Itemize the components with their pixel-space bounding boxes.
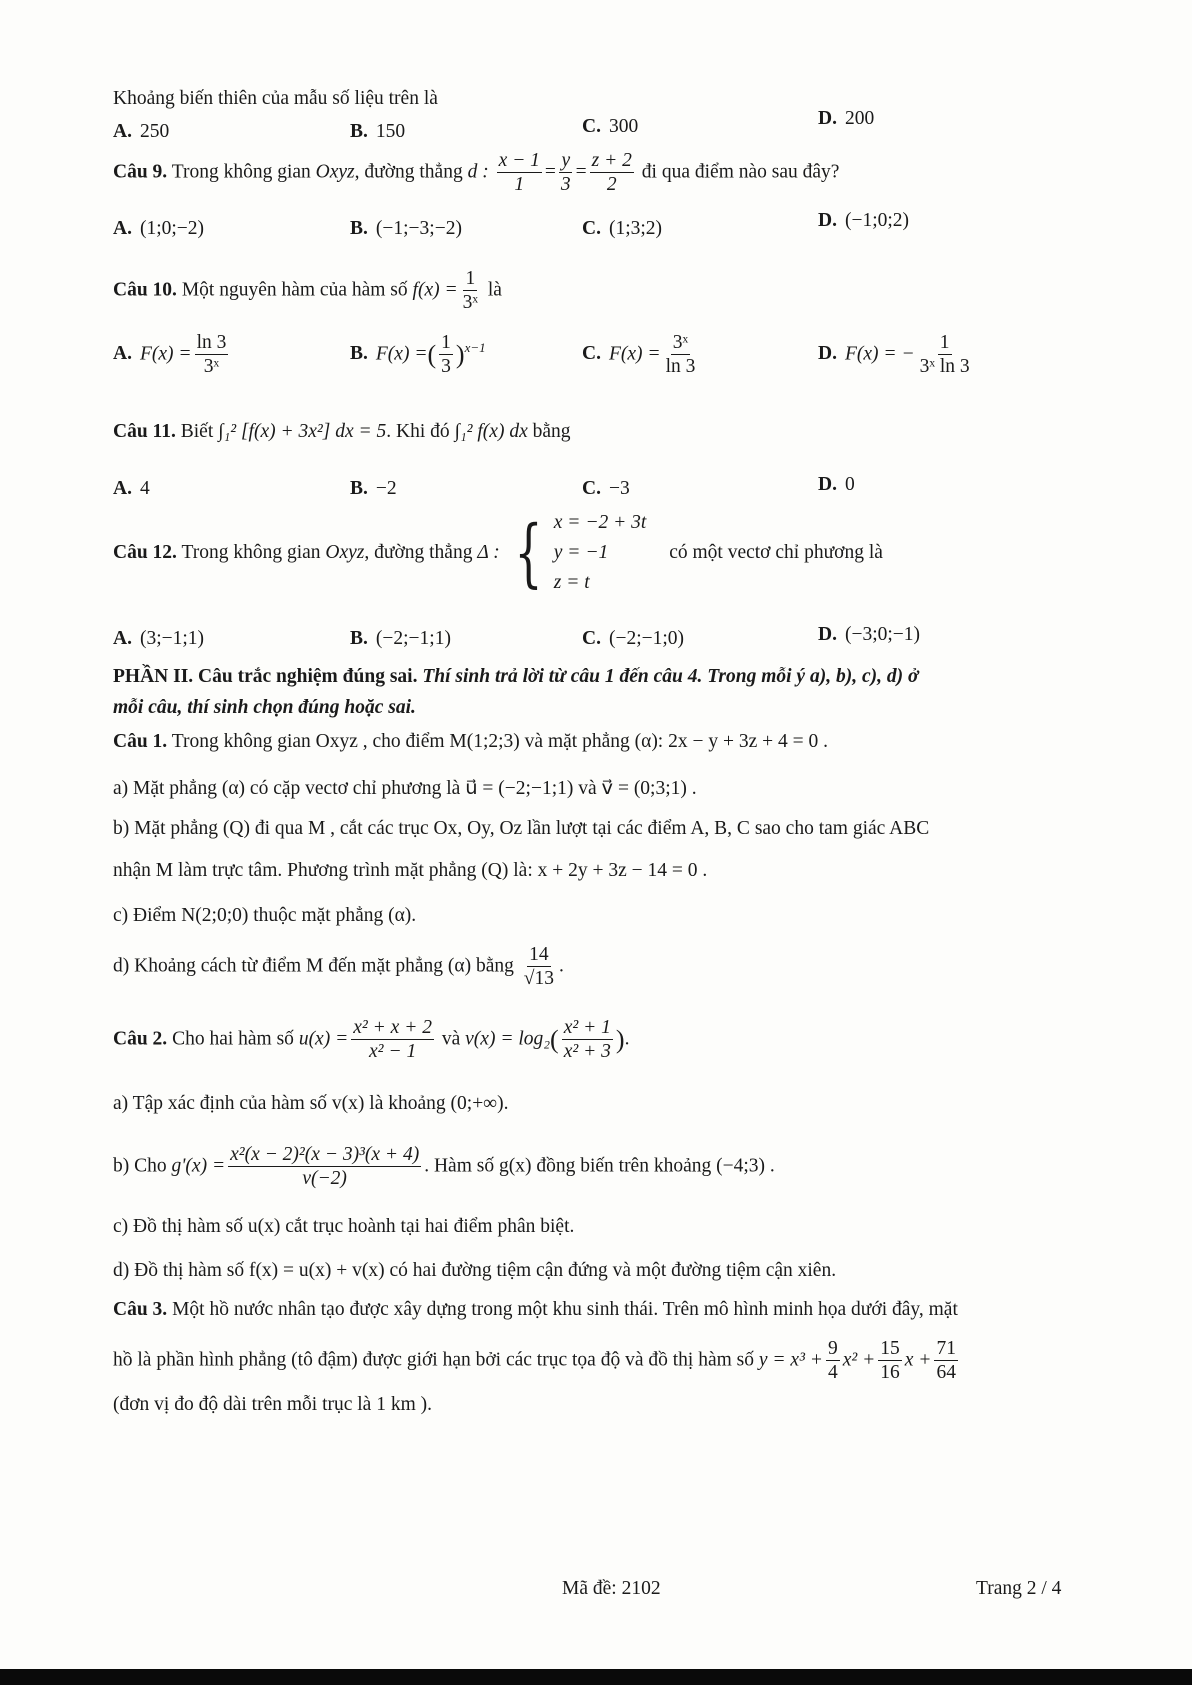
p2q2-statement-a: a) Tập xác định của hàm số v(x) là khoảng (0;+∞). [113, 1093, 509, 1114]
q12-line-system: { x = −2 + 3t y = −1 z = t [514, 510, 647, 597]
q11-option-b: B. −2 [350, 478, 397, 499]
q11-integral-2: ∫₁² f(x) dx [454, 421, 528, 442]
page-number: Trang 2 / 4 [976, 1578, 1062, 1599]
q9-frac-x: $\frac{x - 1}{1}$ [498, 150, 540, 196]
p2q2-statement-d: d) Đồ thị hàm số f(x) = u(x) + v(x) có hai đường tiệm cận đứng và một đường tiệm cận xiên. [113, 1260, 837, 1281]
q9-option-d: D. (−1;0;2) [818, 210, 910, 231]
exam-code: Mã đề: 2102 [562, 1578, 661, 1599]
p2q1-statement-c: c) Điểm N(2;0;0) thuộc mặt phẳng (α). [113, 905, 417, 926]
q10-option-a: A. F(x) = $\frac{\ln 3}{\text{3ˣ}}$ [113, 332, 227, 378]
p2q3-units: (đơn vị đo độ dài trên mỗi trục là 1 km ). [113, 1394, 432, 1415]
q8-option-a: A. 250 [113, 121, 170, 142]
q9-option-b: B. (−1;−3;−2) [350, 218, 462, 239]
q8-option-c: C. 300 [582, 116, 639, 137]
p2q1-statement-a: a) Mặt phẳng (α) có cặp vectơ chỉ phương là u⃗ = (−2;−1;1) và v⃗ = (0;3;1) . [113, 778, 697, 799]
q9-option-c: C. (1;3;2) [582, 218, 663, 239]
q10-option-b: B. F(x) =( $\frac{1}{3}$ )$^{x-1}$ [350, 332, 486, 378]
q11-option-a: A. 4 [113, 478, 150, 499]
q11-option-d: D. 0 [818, 474, 855, 495]
p2q1-statement-d: d) Khoảng cách từ điểm M đến mặt phẳng (α) bằng $\frac{14}{√13}$ . [113, 944, 564, 990]
q12-stem: Câu 12. Trong không gian Oxyz, đường thẳng Δ : { x = −2 + 3t y = −1 z = t có một vectơ chỉ phương là [113, 508, 883, 599]
p2q3-stem-cont: hồ là phần hình phẳng (tô đậm) được giới hạn bởi các trục tọa độ và đồ thị hàm số y = x³ + $\frac{9}{4}$ x² + $\frac{15}{16}$ x + $\frac{71}{64}$ [113, 1338, 956, 1384]
p2q1-stem: Câu 1. Trong không gian Oxyz , cho điểm M(1;2;3) và mặt phẳng (α): 2x − y + 3z + 4 = 0 . [113, 731, 828, 752]
q8-stem: Khoảng biến thiên của mẫu số liệu trên là [113, 88, 438, 109]
q10-option-d: D. F(x) = − $\frac{1}{\text{3ˣ ln 3}}$ [818, 332, 970, 378]
part2-instructions: mỗi câu, thí sinh chọn đúng hoặc sai. [113, 697, 416, 718]
q12-option-a: A. (3;−1;1) [113, 628, 205, 649]
q12-option-d: D. (−3;0;−1) [818, 624, 921, 645]
part2-heading: PHẦN II. Câu trắc nghiệm đúng sai. Thí sinh trả lời từ câu 1 đến câu 4. Trong mỗi ý a), b), c), d) ở [113, 666, 919, 687]
p2q2-statement-c: c) Đồ thị hàm số u(x) cắt trục hoành tại hai điểm phân biệt. [113, 1216, 575, 1237]
q9-frac-y: $\frac{y}{3}$ [560, 150, 571, 196]
p2q1-statement-b: b) Mặt phẳng (Q) đi qua M , cắt các trục Ox, Oy, Oz lần lượt tại các điểm A, B, C sao cho tam giác ABC [113, 818, 930, 839]
q12-option-b: B. (−2;−1;1) [350, 628, 451, 649]
q9-option-a: A. (1;0;−2) [113, 218, 205, 239]
q11-integral-1: ∫₁² [f(x) + 3x²] dx = 5 [218, 421, 387, 442]
q8-option-d: D. 200 [818, 108, 875, 129]
q12-option-c: C. (−2;−1;0) [582, 628, 685, 649]
q9-stem: Câu 9. Trong không gian Oxyz, đường thẳng d : $\frac{x - 1}{1}$ = $\frac{y}{3}$ = $\frac{z + 2}{2}$ đi qua điểm nào sau đây? [113, 150, 840, 196]
q8-option-b: B. 150 [350, 121, 406, 142]
q11-stem: Câu 11. Biết ∫₁² [f(x) + 3x²] dx = 5. Khi đó ∫₁² f(x) dx bằng [113, 421, 571, 442]
q9-frac-z: $\frac{z + 2}{2}$ [591, 150, 632, 196]
scan-bottom-edge [0, 1669, 1192, 1685]
q10-stem: Câu 10. Một nguyên hàm của hàm số f(x) = $\frac{1}{\text{3ˣ}}$ là [113, 268, 502, 314]
p2q3-stem: Câu 3. Một hồ nước nhân tạo được xây dựng trong một khu sinh thái. Trên mô hình minh họa dưới đây, mặt [113, 1299, 958, 1320]
p2q2-stem: Câu 2. Cho hai hàm số u(x) = $\frac{\text{x² + x + 2}}{\text{x² − 1}}$ và v(x) = log₂( $\frac{\text{x² + 1}}{\text{x² + 3}}$ ). [113, 1017, 630, 1063]
q11-option-c: C. −3 [582, 478, 630, 499]
p2q1-statement-b-cont: nhận M làm trực tâm. Phương trình mặt phẳng (Q) là: x + 2y + 3z − 14 = 0 . [113, 860, 708, 881]
p2q2-statement-b: b) Cho g'(x) = $\frac{\text{x²(x − 2)²(x − 3)³(x + 4)}}{v(-2)}$ . Hàm số g(x) đồng biến trên khoảng (−4;3) . [113, 1144, 775, 1190]
q10-option-c: C. F(x) = $\frac{\text{3ˣ}}{\ln 3}$ [582, 332, 696, 378]
